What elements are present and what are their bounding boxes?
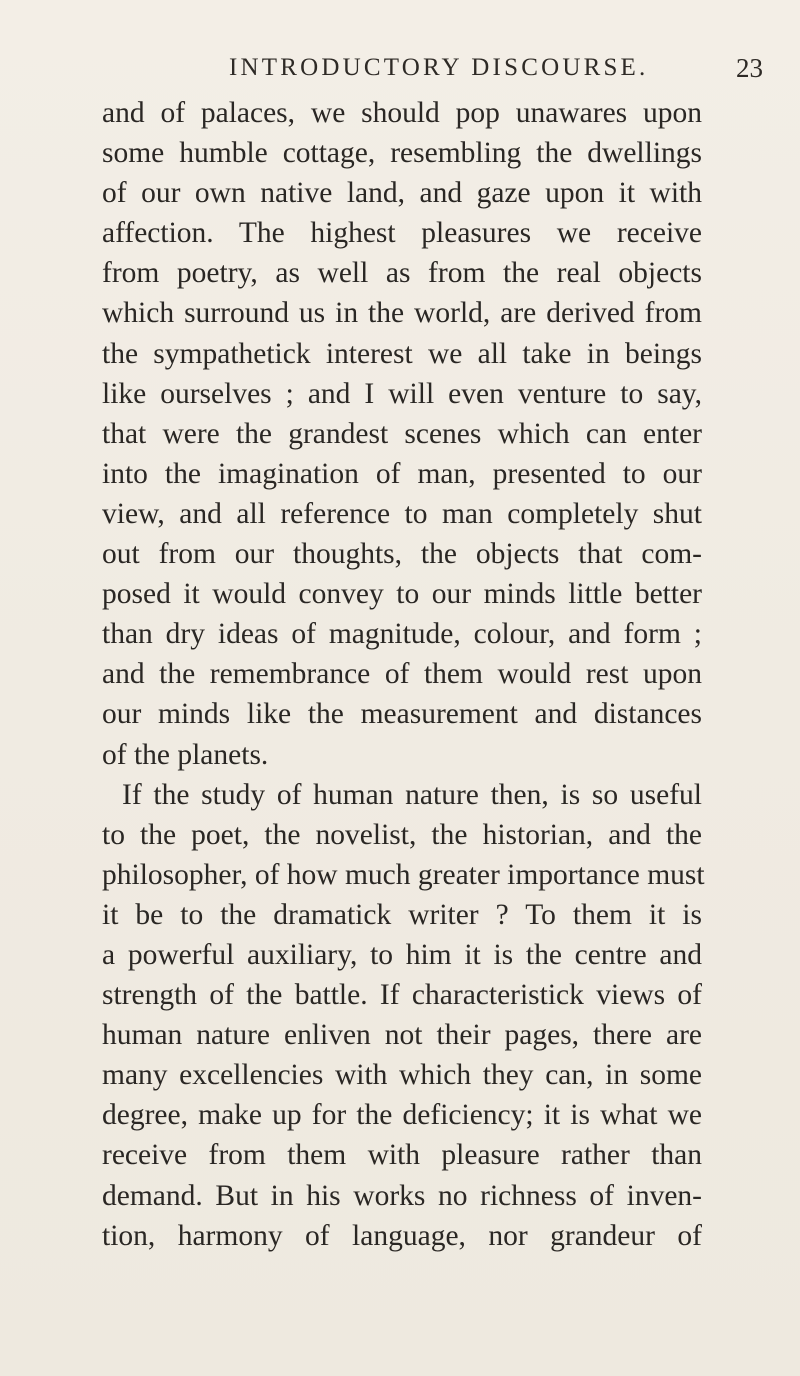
text-line: tion, harmony of language, nor grandeur of [102,1219,702,1252]
text-line: like ourselves ; and I will even venture to say, [102,377,702,410]
text-line: than dry ideas of magnitude, colour, and form ; [102,618,702,651]
text-line: the sympathetick interest we all take in beings [102,337,702,370]
text-line: human nature enliven not their pages, there are [102,1019,702,1052]
text-line: and of palaces, we should pop unawares upon [102,97,702,129]
paragraph [102,93,702,775]
running-head [0,48,800,88]
text-line: our minds like the measurement and distances [102,698,702,731]
text-line: strength of the battle. If characteristick views of [102,979,702,1012]
text-line: affection. The highest pleasures we receive [102,217,702,250]
text-line: into the imagination of man, presented to our [102,457,702,490]
text-line: of the planets. [102,738,269,771]
text-line: receive from them with pleasure rather than [102,1139,702,1172]
text-line: it be to the dramatick writer ? To them it is [102,898,702,931]
text-line: and the remembrance of them would rest upon [102,658,702,691]
text-line: philosopher, of how much greater importance must [102,858,705,891]
text-line: which surround us in the world, are derived from [102,297,702,330]
text-line: a powerful auxiliary, to him it is the centre and [102,938,702,971]
text-line: many excellencies with which they can, in some [102,1059,702,1092]
paragraph [102,775,705,1256]
text-line: that were the grandest scenes which can enter [102,417,702,450]
running-head-title: INTRODUCTORY DISCOURSE. [229,54,649,81]
text-line: If the study of human nature then, is so useful [122,778,702,811]
page-number: 23 [736,53,763,83]
text-line: out from our thoughts, the objects that com- [102,538,702,571]
text-line: to the poet, the novelist, the historian, and the [102,818,702,851]
text-line: posed it would convey to our minds little better [102,578,702,611]
text-line: from poetry, as well as from the real objects [102,257,702,290]
text-line: demand. But in his works no richness of inven- [102,1179,702,1212]
body-text [102,93,705,1256]
text-line: degree, make up for the deficiency; it is what we [102,1099,702,1132]
text-line: of our own native land, and gaze upon it with [102,177,702,210]
text-line: some humble cottage, resembling the dwellings [102,137,702,170]
text-line: view, and all reference to man completely shut [102,497,702,530]
